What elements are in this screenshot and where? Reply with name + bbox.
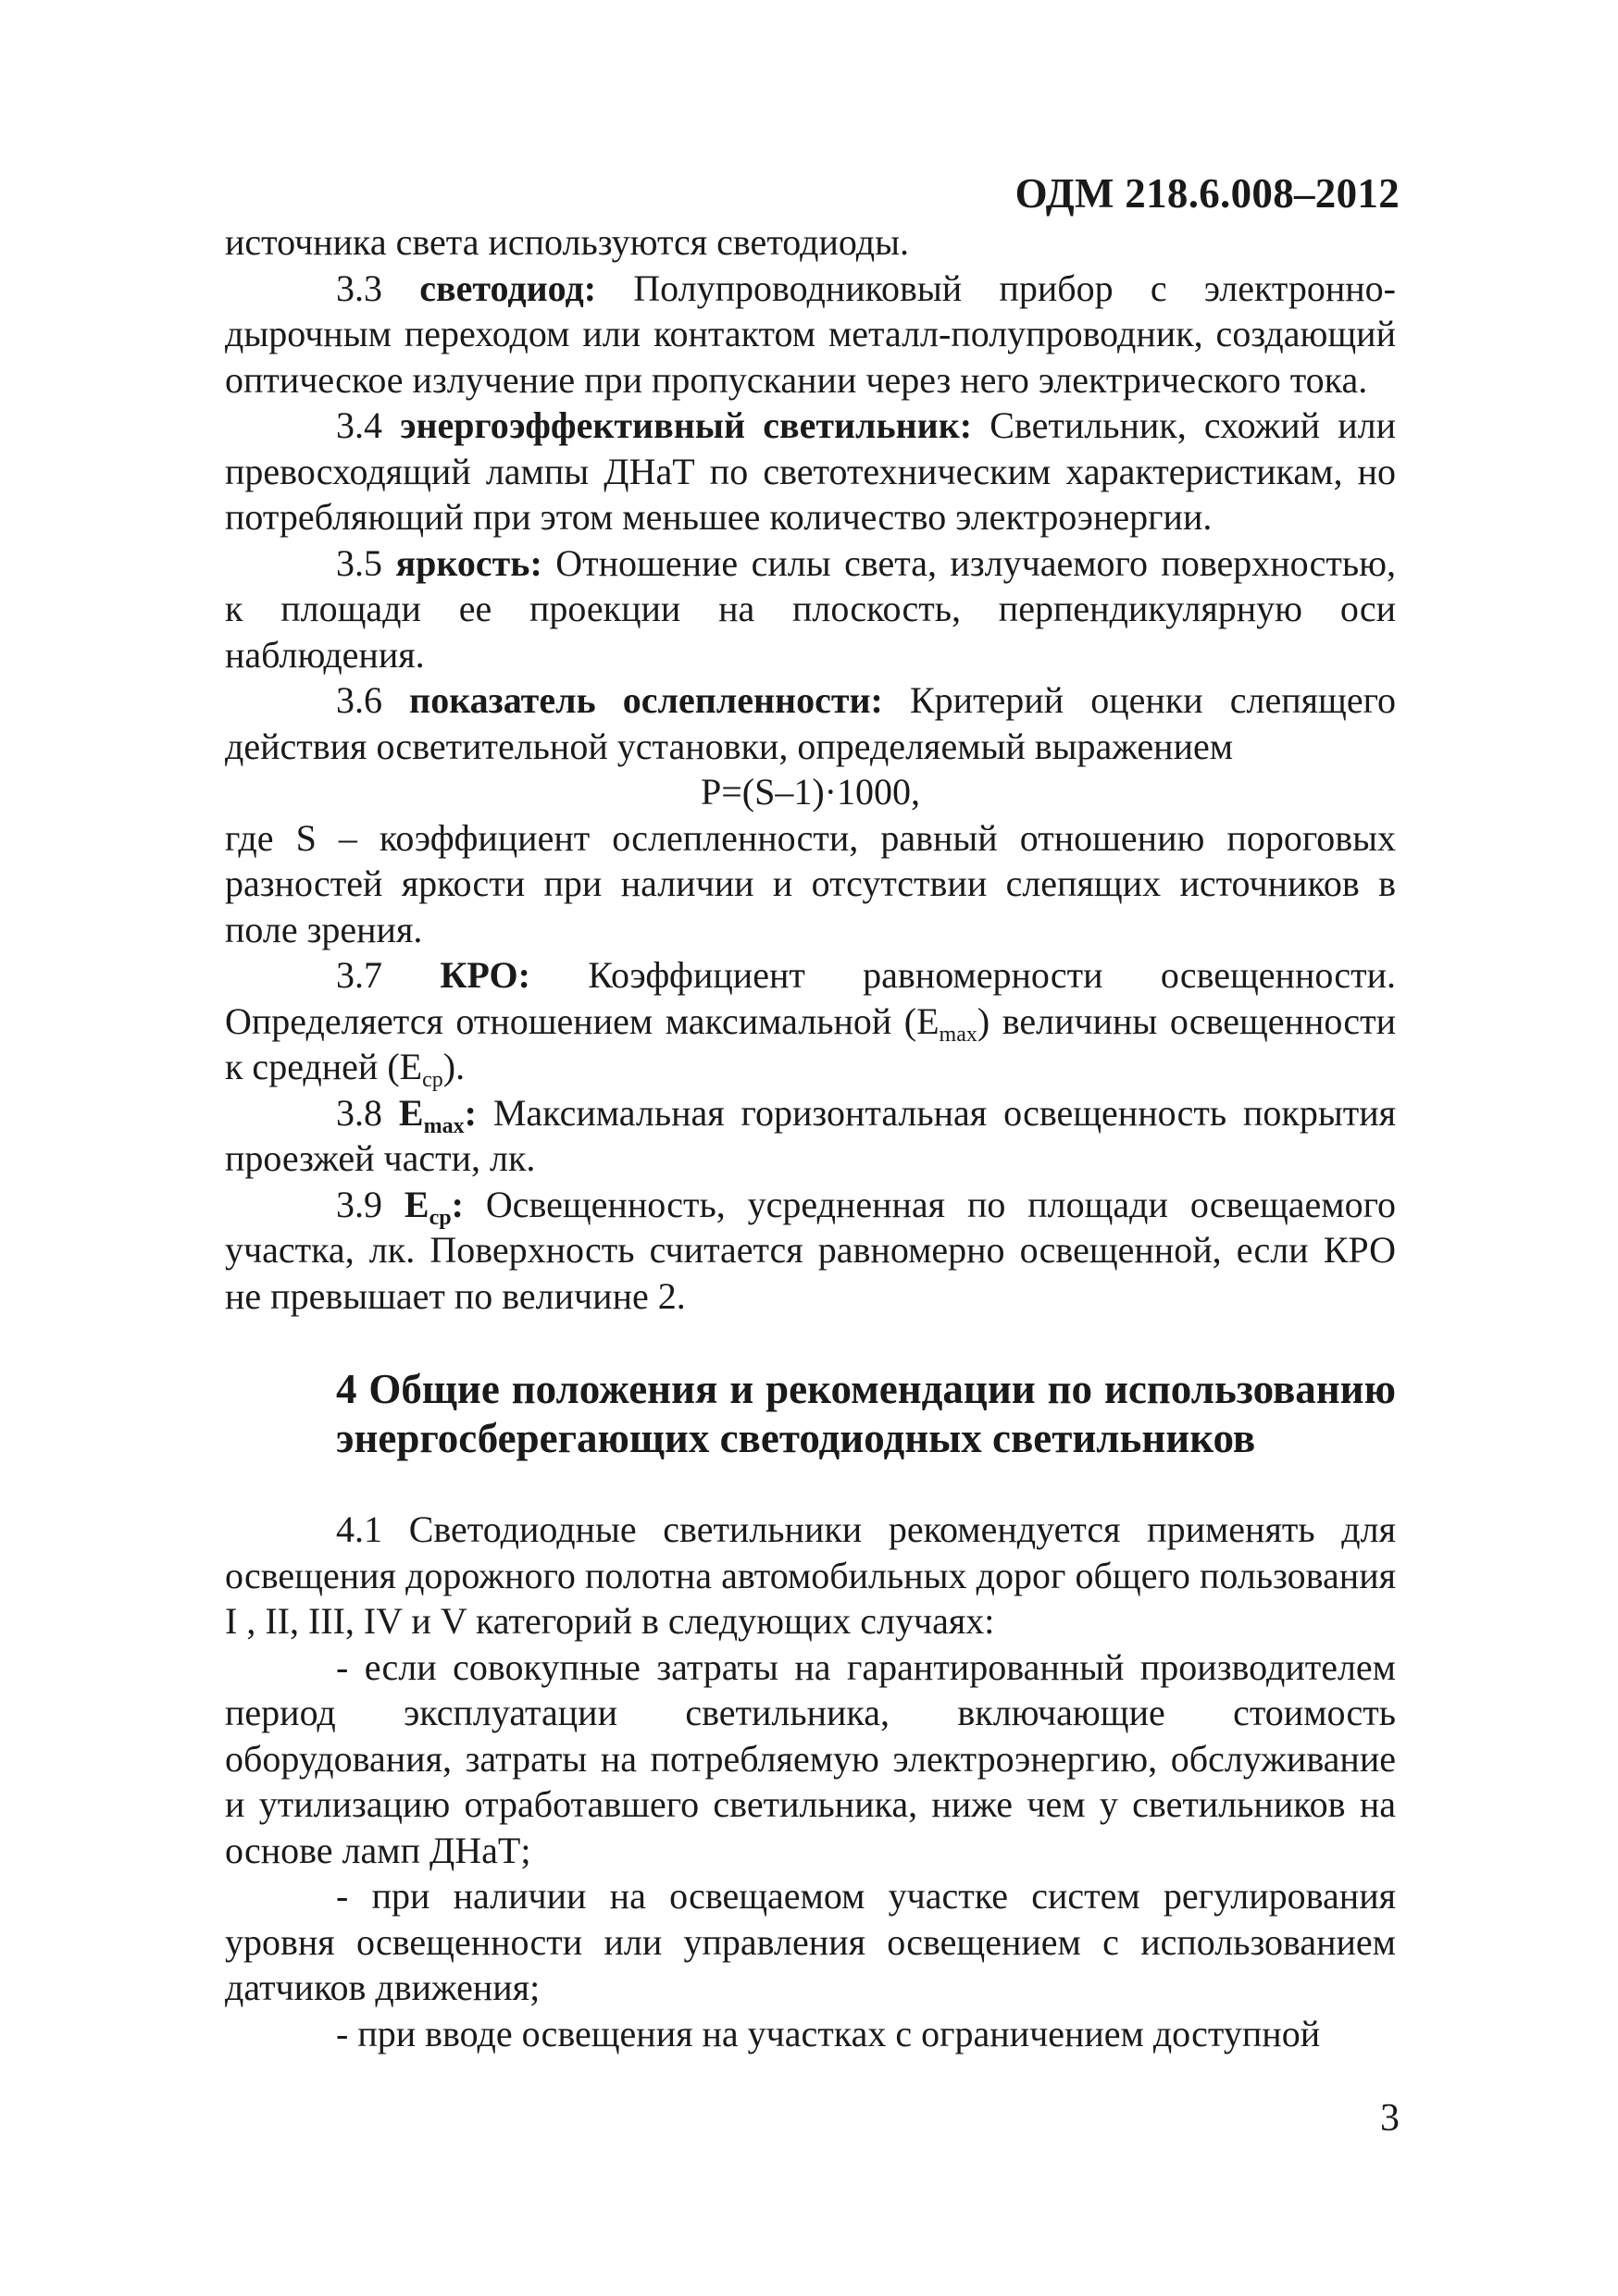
definition-text: ) величины освещенности к средней (E: [225, 999, 1396, 1087]
subscript-max: max: [423, 1113, 465, 1138]
definition-3-3: [225, 266, 1396, 403]
definition-text: Полупроводниковый прибор с электронно-дырочным переходом или контактом металл-полупроводник, создающий оптическое излучение при пропускании через него электрического тока.: [225, 267, 1396, 401]
list-item: - при наличии на освещаемом участке систем регулирования уровня освещенности или управления освещением с использованием датчиков движения;: [225, 1875, 1396, 2008]
term: КРО:: [440, 954, 530, 996]
definition-3-5: [225, 540, 1396, 678]
definition-text: Отношение силы света, излучаемого поверхностью, к площади ее проекции на плоскость, перпендикулярную оси наблюдения.: [225, 541, 1396, 676]
paragraph-continuation: источника света используются светодиоды.: [225, 221, 909, 263]
definition-3-8: [225, 1090, 1396, 1182]
page-number: 3: [1380, 2097, 1400, 2140]
definition-text: ).: [442, 1046, 466, 1087]
term: энергоэффективный светильник:: [400, 404, 973, 446]
definition-3-6: [225, 677, 1396, 769]
formula-explanation: где S – коэффициент ослепленности, равный отношению пороговых разностей яркости при наличии и отсутствии слепящих источников в поле зрения.: [225, 816, 1396, 950]
list-item: - если совокупные затраты на гарантированный производителем период эксплуатации светильника, включающие стоимость оборудования, затраты на потребляемую электроэнергию, обслуживание и утилизацию отработавшего светильника, ниже чем у светильников на основе ламп ДНаТ;: [225, 1645, 1396, 1871]
definition-text: Критерий оценки слепящего действия осветительной установки, определяемый выражением: [225, 679, 1397, 767]
list-item: - при вводе освещения на участках с ограничением доступной: [336, 2012, 1321, 2054]
definition-text: Коэффициент равномерности освещенности. Определяется отношением максимальной (E: [225, 954, 1397, 1042]
definition-text: Светильник, схожий или превосходящий лампы ДНаТ по светотехническим характеристикам, но потребляющий при этом меньшее количество электроэнергии.: [225, 404, 1397, 538]
definition-text: Максимальная горизонтальная освещенность покрытия проезжей части, лк.: [225, 1091, 1396, 1179]
clause-number: 3.9: [336, 1183, 404, 1225]
definition-text: Освещенность, усредненная по площади освещаемого участка, лк. Поверхность считается равномерно освещенной, если КРО не превышает по величине 2.: [225, 1183, 1397, 1317]
clause-number: 3.7: [336, 954, 441, 996]
term: яркость:: [395, 541, 542, 584]
definition-3-7: [225, 952, 1396, 1090]
definition-3-9: [225, 1182, 1396, 1320]
definition-3-4: [225, 403, 1396, 540]
clause-number: 3.6: [336, 679, 410, 721]
subscript-cp: ср: [429, 1205, 452, 1230]
clause-number: 3.5: [336, 541, 396, 584]
subscript-max: max: [939, 1022, 977, 1047]
term: светодиод:: [419, 267, 597, 309]
subscript-cp: ср: [422, 1068, 443, 1092]
document-body: [225, 219, 1396, 2056]
term: $E_{ср}$:: [404, 1183, 464, 1230]
term: показатель ослепленности:: [409, 679, 883, 721]
clause-number: 3.3: [336, 267, 420, 309]
paragraph-4-1: 4.1 Светодиодные светильники рекомендуется применять для освещения дорожного полотна автомобильных дорог общего пользования I , II, III, IV и V категорий в следующих случаях:: [225, 1508, 1396, 1642]
clause-number: 3.4: [336, 404, 401, 446]
formula: P=(S–1)·1000,: [700, 771, 920, 813]
section-heading: 4 Общие положения и рекомендации по использованию энергосберегающих светодиодных светильников: [336, 1366, 1396, 1461]
clause-number: 3.8: [336, 1091, 399, 1134]
term: $E_{max}$:: [398, 1091, 477, 1138]
document-code: ОДМ 218.6.008–2012: [1014, 170, 1400, 217]
